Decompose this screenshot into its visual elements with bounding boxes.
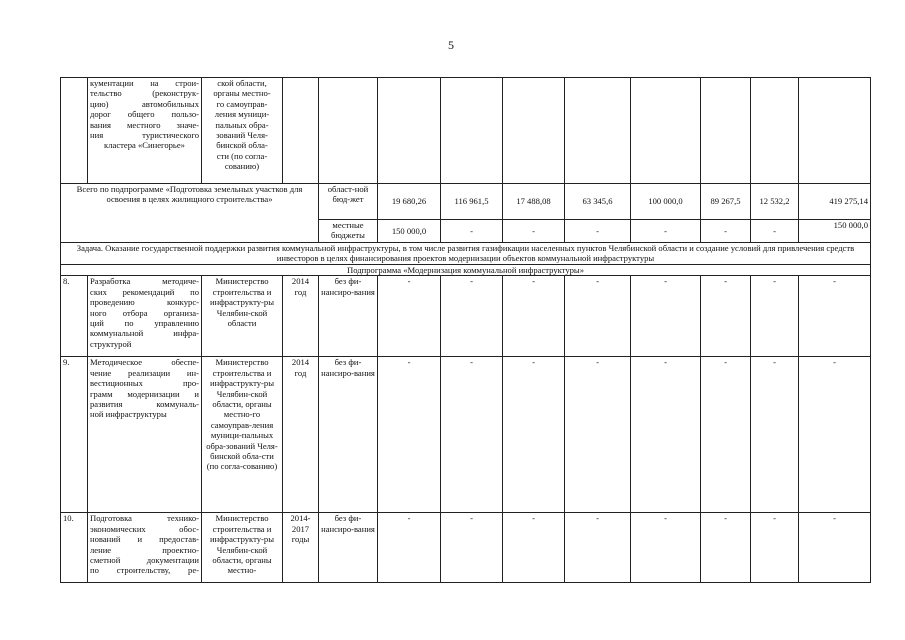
total-row: [61, 184, 871, 220]
value-cell: -: [503, 357, 565, 513]
value-cell: 89 267,5: [701, 184, 751, 220]
value-cell: -: [751, 513, 799, 583]
value-cell: 419 275,14: [799, 184, 871, 220]
page-number: 5: [448, 38, 454, 52]
value-cell: -: [441, 357, 503, 513]
value-cell: -: [631, 513, 701, 583]
value-cell: -: [378, 513, 441, 583]
value-cell: 116 961,5: [441, 184, 503, 220]
row-number: 10.: [61, 513, 88, 583]
value-cell: -: [751, 276, 799, 357]
activity-name-cell: Методическое обеспе- чение реализации ин- вестиционных про- грамм модернизации и развития коммуналь- ной инфраструктуры: [88, 357, 202, 513]
subprogram-row: [61, 265, 871, 276]
total-label: Всего по подпрограмме «Подготовка земельных участков для освоения в целях жилищного строительства»: [61, 184, 319, 243]
value-cell: -: [701, 357, 751, 513]
row-number: 9.: [61, 357, 88, 513]
activity-name-cell: кументации на строи- тельство (реконструк- цию) автомобильных дорог общего пользо- вания местного значе- ния туристического кластера «Синегорье»: [88, 78, 202, 184]
executor-cell: ской области, органы местно- го самоуправ- ления муници- пальных обра- зований Челя- бинской обла- сти (по согла- сованию): [202, 78, 283, 184]
value-cell: -: [441, 276, 503, 357]
value-cell: -: [503, 513, 565, 583]
value-cell: -: [565, 513, 631, 583]
value-cell: -: [751, 220, 799, 243]
value-cell: 150 000,0: [378, 220, 441, 243]
value-cell: -: [631, 220, 701, 243]
value-cell: 63 345,6: [565, 184, 631, 220]
value-cell: -: [565, 220, 631, 243]
value-cell: 12 532,2: [751, 184, 799, 220]
value-cell: -: [631, 357, 701, 513]
table-row: [61, 78, 871, 184]
value-cell: -: [799, 276, 871, 357]
table-row: [61, 357, 871, 513]
value-cell: -: [701, 220, 751, 243]
table-row: [61, 276, 871, 357]
value-cell: -: [378, 276, 441, 357]
executor-cell: Министерство строительства и инфраструкту-ры Челябин-ской области, органы местно-го самоуправ-ления муници-пальных обра-зований Челя-бинской обла-сти (по согла-сованию): [202, 357, 283, 513]
program-table: [60, 77, 871, 583]
term-cell: 2014-2017 годы: [283, 513, 319, 583]
value-cell: -: [378, 357, 441, 513]
value-cell: -: [799, 513, 871, 583]
funding-source: без фи-нансиро-вания: [319, 357, 378, 513]
value-cell: -: [503, 276, 565, 357]
task-row: [61, 243, 871, 265]
executor-cell: Министерство строительства и инфраструкту-ры Челябин-ской области, органы местно-: [202, 513, 283, 583]
row-number: 8.: [61, 276, 88, 357]
row-number-cell: [61, 78, 88, 184]
value-cell: -: [799, 357, 871, 513]
value-cell: -: [701, 276, 751, 357]
funding-source: без фи-нансиро-вания: [319, 513, 378, 583]
value-cell: -: [751, 357, 799, 513]
funding-source: област-ной бюд-жет: [319, 184, 378, 220]
term-cell: 2014 год: [283, 276, 319, 357]
value-cell: 19 680,26: [378, 184, 441, 220]
value-cell: 17 488,08: [503, 184, 565, 220]
task-text: Задача. Оказание государственной поддержки развития коммунальной инфраструктуры, в том числе развития газификации населенных пунктов Челябинской области и создание условий для привлечения средств инвесторов в целях финансирования проектов модернизации объектов коммунальной инфраструктуры: [61, 243, 871, 265]
value-cell: 150 000,0: [799, 220, 871, 243]
funding-source: без фи-нансиро-вания: [319, 276, 378, 357]
value-cell: -: [441, 513, 503, 583]
subprogram-title: Подпрограмма «Модернизация коммунальной инфраструктуры»: [61, 265, 871, 276]
term-cell: 2014 год: [283, 357, 319, 513]
activity-name-cell: Разработка методиче- ских рекомендаций по проведению конкурс- ного отбора организа- ций по управлению коммунальной инфра- структурой: [88, 276, 202, 357]
activity-name-cell: Подготовка технико- экономических обос- нований и предостав- ление проектно- сметной документации по строительству, ре-: [88, 513, 202, 583]
value-cell: -: [701, 513, 751, 583]
executor-cell: Министерство строительства и инфраструкту-ры Челябин-ской области: [202, 276, 283, 357]
value-cell: 100 000,0: [631, 184, 701, 220]
value-cell: -: [503, 220, 565, 243]
value-cell: -: [565, 357, 631, 513]
value-cell: -: [565, 276, 631, 357]
value-cell: -: [631, 276, 701, 357]
table-row: [61, 513, 871, 583]
value-cell: -: [441, 220, 503, 243]
funding-source: местные бюджеты: [319, 220, 378, 243]
